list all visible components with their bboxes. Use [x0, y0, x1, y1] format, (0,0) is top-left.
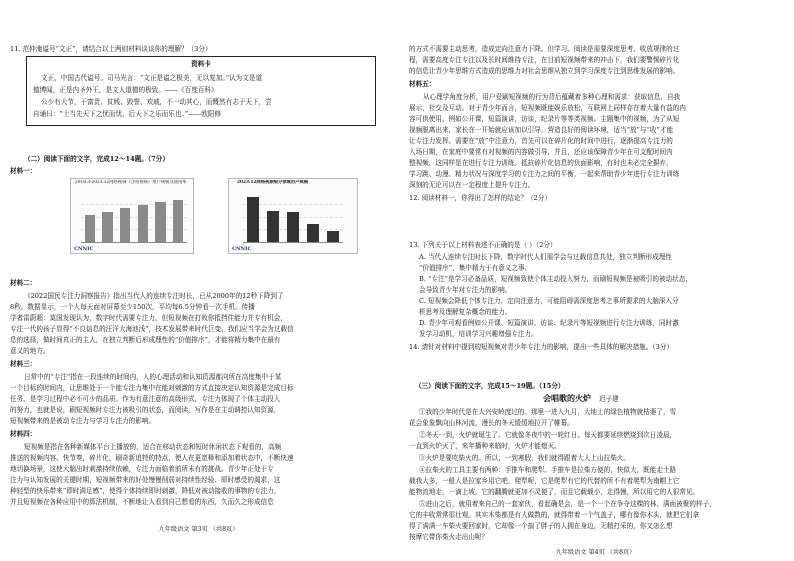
chart-bar	[247, 197, 259, 242]
gridline	[81, 204, 187, 205]
material-1-label: 材料一：	[10, 167, 37, 175]
chart-title: 2018.3-2023.12网络视频（含短视频）用户规模及使用率	[75, 180, 187, 185]
text-line: 并且短视频在各种应用中的算法机制，不断地让人看到自己想看的东西，久而久之形成信息	[10, 498, 274, 506]
brand-logo: CNNIC	[74, 246, 94, 252]
text-line: 从心理学角度分析，用户爱刷短视频的行为背后蕴藏着多种心理和需求：获取信息，自我	[423, 93, 681, 101]
essay-line: 一直到火炉灭了，来年播种来临时，火炉才能熄灭。	[409, 442, 561, 450]
text-line: 容可供使用，例如公开课，短篇演讲，访谈，纪录片等等类视频。主题集中的视频，为了从短	[409, 115, 680, 123]
chart-bar	[85, 215, 96, 242]
card-line: 自诵曰：“士当先天下之忧而忧，后天下之乐而乐也。”——欧阳修	[33, 110, 222, 118]
text-line: 短视频带来的是被动专注力与学习专注力的影响。	[10, 417, 156, 425]
text-line: 推送的视频内容。快节奏，碎片化，刷奇新追特的特点，使人在更宽释和添加着状态中，不断快速	[10, 454, 294, 462]
text-line: 意义的地方。	[10, 347, 50, 355]
text-line: 专注一代的孩子显得“不良信息的汪洋大海池浅”，技术发展带来时代巨变，我们应当学会为过载信	[10, 325, 294, 333]
gridline	[81, 229, 187, 230]
text-line: 程，需要高度专注专注以及长时间维持专注，在目前短视频带来的冲击下，我们要警惕碎片化	[409, 56, 680, 64]
text-line: 息的选择，做时间真正的主人，在独立判断后形成理性的“价值排序”，才能将精力集中在最有	[10, 336, 281, 344]
essay-title: 会唱歌的火炉	[543, 393, 591, 403]
right-page	[397, 0, 794, 561]
question-11: 11. 范仲淹谥号“文正”，请结合以上两则材料谈谈你的理解？（3分）	[10, 45, 212, 53]
option-line: 析思考及理解复杂概念的能力。	[419, 308, 512, 316]
essay-line: ②冬天一到，火炉就诞生了。它就像冬夜中的一轮红日。每天都要延续燃烧到次日凌晨，	[419, 431, 677, 439]
text-line: 深刻的无论可以在一定程度上提升专注力。	[409, 181, 535, 189]
essay-line: 按摩它带你柴火走出山呢？	[409, 533, 489, 541]
essay-line: 得了满满一车柴火要回家时，它却像一个揣了胖子的人拥在身边，无精打采的，你又怎么想	[409, 522, 673, 530]
option-line: 会导致青少年对专注力的影响。	[419, 286, 512, 294]
chart-bar	[155, 202, 166, 242]
material-5-label: 材料五：	[409, 80, 436, 88]
option-line: D. 青少年可观看例如公开课、短篇演讲、访谈、纪录片等短视频进行专注力训练，同时激	[419, 319, 679, 327]
chart-bar	[327, 231, 339, 242]
text-line: 学习跳、动漫、精力状况与深度学习的专注力之间的平衡，一起来帮助青少年进行专注力训练	[409, 170, 680, 178]
essay-line: ④拉柴火的工具主要有两种：手推车和爬犁。手推车是拉柴方便的，快似大，既能走土路	[419, 466, 677, 474]
text-line: 的方式不需要主动思考，造成定向注意力下降。但学习、阅读是需要深度思考、收放规律的过	[409, 45, 680, 53]
essay-line: 它的丰收常常很壮观。其实木柴都是有人做数的，就得带着一个气盖子，哪有像你木头，就把它们拿	[409, 511, 700, 519]
gridline	[81, 217, 187, 218]
text-line: 种轻型的快乐带来“即时满足感”，使得个体持续即时刺激，降低对被动接收的事物的专注力，	[10, 487, 281, 495]
chart-video-segments	[228, 178, 358, 254]
chart-bar	[102, 212, 113, 242]
section-3-title: （三）阅读下面的文字，完成15～19题。（15分）	[415, 382, 565, 390]
material-2-label: 材料二：	[10, 279, 37, 287]
chart-bar	[307, 224, 319, 242]
chart-plot	[81, 191, 187, 243]
info-card	[26, 56, 376, 126]
option-line: A. 当代人连续专注时长下降，数字时代人们需学会与过载信息共处，独立判断形成理性	[419, 253, 672, 261]
essay-line: ⑤进山之后，就用着来自己的一套家伙，看起确是会，是一个一个在争夺这棵的林，满面被聚的样子，	[419, 500, 716, 508]
essay-line: ①我的少年时代是在大兴安岭度过的。那里一进入九月，大地上的绿色植物就枯萎了，雪	[419, 408, 677, 416]
chart-bar	[173, 200, 184, 242]
card-line: 文正，中国古代谥号。司马光言：“文正是谥之极美，无以复加。”认为文是道	[41, 74, 263, 82]
question-13: 13. 下列关于以上材料表述不正确的是（ ）（2分）	[409, 241, 557, 249]
text-line: 地切换场景，这使大脑出时刺激持续依赖，专注力面临着前所未有的挑战。青少年正处于专	[10, 465, 274, 473]
text-line: 任务，是学习过程中必不可少的品质。作为有意注意的高级形式，专注力体现了个体主动投入	[10, 395, 281, 403]
option-line: 发学习动机，培训学习兴趣增强专注力。	[419, 330, 538, 338]
section-2-title: （二）阅读下面的文字，完成12～14题。（7分）	[24, 155, 169, 163]
material-3-label: 材料三：	[10, 360, 37, 368]
card-title: 资料卡	[191, 60, 211, 68]
option-line: C. 短视频会降低个体专注力、定向注意力，可能阻碍需深度思考之事所要求的大脑深入分	[419, 297, 679, 305]
chart-bar	[138, 205, 149, 242]
page-footer: 九年级语文 第3页 （共8页）	[158, 526, 239, 533]
text-line: 入场日期，在家庭中要常有对视频的内容做引导，并且，还应该保障青少年在可支配时间内	[409, 148, 673, 156]
chart-plot	[243, 191, 343, 243]
page-footer: 九年级语文 第4页 （共8页）	[555, 549, 636, 556]
question-14: 14. 请针对材料中提到的短视频对青少年专注力的影响，提出一些具体的解决措施。（3分）	[409, 343, 674, 351]
text-line: 让专注力发挥。需要在“放”中注意力，首先可以在碎片化的时间中进行，逐渐提高专注力的	[409, 137, 673, 145]
essay-line: ③火炉是要吃柴火的。所以，一到寒假，我们就得跟着大人上山拉柴火。	[419, 454, 630, 462]
text-line: 的信息让青少年思维方式造成的思维力对社会思维从独立到学习深度专注到思维发展的影响。	[409, 67, 680, 75]
text-line: 视频脱离出来，家长在一开始就应该加以引导，营造良好的阅读环境，适当“放”与“收”才能	[409, 126, 674, 134]
card-line: 公少有大节，于富贵、贫贱、毁誉、欢戚，不一动其心，而慨然有志于天下，尝	[41, 98, 272, 106]
brand-logo: CNNIC	[232, 246, 252, 252]
text-line: 的努力，也就是说，刷短视频时专注力被吸引的状态，而阅读，写作是在主动调控认知资源，	[10, 406, 281, 414]
essay-author: 迟子建	[599, 395, 619, 403]
question-12: 12. 阅读材料一，你得出了怎样的结论？（2分）	[409, 194, 552, 202]
essay-line: 花会象象飘向山林河流，漫长的冬天缓缓地拉开了帷幕。	[409, 419, 574, 427]
essay-line: 载我大多，一般人是拉家乡用它吧，爬犁呢，它是爬犁有它的代替的所不有着爬犁为南帽上它	[409, 477, 680, 485]
text-line: 日常中的“专注”指在一段连续的时间内，人的心理活动和认知资源都向所在高度集中于某	[24, 373, 282, 381]
chart-bar	[267, 211, 279, 242]
option-line: “价值排序”，集中精力于有意义之事。	[419, 264, 532, 272]
text-line: 整视频，这同样是在进行专注力训练。抵抗碎片化信息的负面影响，有时也未必完全摒弃，	[409, 159, 673, 167]
text-line: 注力与认知发展的关键时期，短视频带来的好处慢慢削弱对持续性经验、即时感受的渴求，这	[10, 476, 281, 484]
essay-line: 能物流地走，一滴上坡，它的翻腾就更加不灵便了，而且它载载小，走得慢，所以用它的人很常见。	[409, 488, 700, 496]
text-line: 一个目标的时间内，让思维处于一个能专注力集中在能对刺激的方式直接决定认知资源是完成目标	[10, 384, 294, 392]
chart-title: 2023.12网络视频细分领域用户规模	[237, 180, 308, 185]
text-line: 短视频是指在各种新媒体平台上播放的，适合在移动状态和短时休闲状态下观看的，高频	[24, 443, 282, 451]
text-line: 展示，社交及互动。对于青少年而言，短视频既能娱乐放松，互联网上同样存在着大量有益的内	[409, 104, 686, 112]
chart-bar	[120, 208, 131, 242]
chart-bar	[287, 212, 299, 242]
material-4-label: 材料四：	[10, 430, 37, 438]
text-line: 《2022国民专注力洞察报告》指出当代人的连续专注时长，已从2000年的12秒下降到了	[24, 292, 284, 300]
text-line: 8秒。数据显示，一个人每天面对屏幕至少150次，平均每6.5分钟看一次手机。传播	[10, 303, 255, 311]
chart-video-users	[70, 178, 194, 254]
card-line: 德博闻，正是内圣外王，是文人道德的极致。——《百度百科》	[33, 86, 218, 94]
text-line: 学者雷蔚超：莫国发现认为，数字时代需要专注力，但短视频在打败你抵挡住能力并专有机会，	[10, 314, 287, 322]
option-line: B. “专注”是学习必备品质，短视频致使个体主动投入努力，而刷短视频是被吸引的被动状态，	[419, 275, 692, 283]
